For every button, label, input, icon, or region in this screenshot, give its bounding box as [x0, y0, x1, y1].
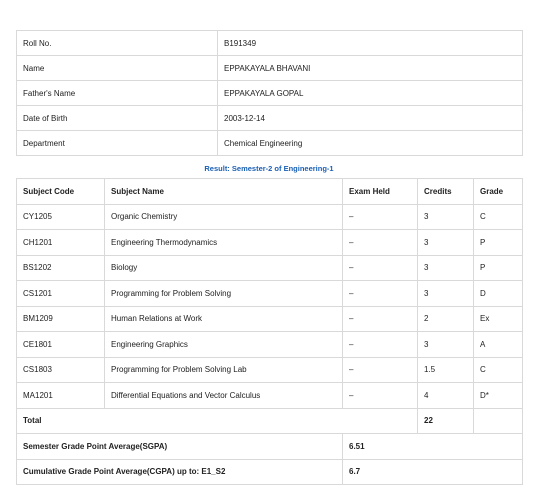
cgpa-value: 6.7 — [343, 459, 523, 485]
grade-cell: P — [474, 255, 523, 281]
grade-cell: A — [474, 332, 523, 358]
subject-code-cell: BM1209 — [17, 306, 105, 332]
total-credits: 22 — [418, 408, 474, 434]
credits-cell: 3 — [418, 204, 474, 230]
exam-held-cell: – — [343, 204, 418, 230]
subject-name-cell: Biology — [105, 255, 343, 281]
grade-cell: D — [474, 281, 523, 307]
table-row — [17, 255, 523, 281]
total-label: Total — [17, 408, 418, 434]
info-row-father — [17, 81, 523, 106]
table-row — [17, 204, 523, 230]
subject-name-cell: Engineering Graphics — [105, 332, 343, 358]
grade-cell: Ex — [474, 306, 523, 332]
credits-cell: 2 — [418, 306, 474, 332]
dob-value: 2003-12-14 — [218, 106, 523, 131]
grade-rows — [17, 204, 523, 408]
subject-code-cell: CE1801 — [17, 332, 105, 358]
subject-code-cell: CY1205 — [17, 204, 105, 230]
info-row-roll — [17, 31, 523, 56]
cgpa-row — [17, 459, 523, 485]
grade-cell: C — [474, 204, 523, 230]
credits-cell: 4 — [418, 383, 474, 409]
credits-cell: 3 — [418, 281, 474, 307]
father-label: Father's Name — [17, 81, 218, 106]
subject-name-cell: Human Relations at Work — [105, 306, 343, 332]
roll-label: Roll No. — [17, 31, 218, 56]
name-label: Name — [17, 56, 218, 81]
subject-name-cell: Engineering Thermodynamics — [105, 230, 343, 256]
exam-held-cell: – — [343, 230, 418, 256]
subject-code-cell: CS1201 — [17, 281, 105, 307]
credits-cell: 3 — [418, 332, 474, 358]
info-row-department — [17, 131, 523, 156]
exam-held-cell: – — [343, 255, 418, 281]
header-exam-held: Exam Held — [343, 179, 418, 205]
info-row-name — [17, 56, 523, 81]
exam-held-cell: – — [343, 332, 418, 358]
grades-header-row — [17, 179, 523, 205]
subject-code-cell: BS1202 — [17, 255, 105, 281]
grade-cell: D* — [474, 383, 523, 409]
subject-code-cell: CH1201 — [17, 230, 105, 256]
subject-name-cell: Programming for Problem Solving — [105, 281, 343, 307]
table-row — [17, 230, 523, 256]
credits-cell: 1.5 — [418, 357, 474, 383]
header-subject-code: Subject Code — [17, 179, 105, 205]
exam-held-cell: – — [343, 383, 418, 409]
subject-name-cell: Differential Equations and Vector Calculus — [105, 383, 343, 409]
student-info-table — [16, 30, 523, 156]
table-row — [17, 281, 523, 307]
total-row — [17, 408, 523, 434]
subject-code-cell: CS1803 — [17, 357, 105, 383]
info-row-dob — [17, 106, 523, 131]
department-label: Department — [17, 131, 218, 156]
result-title: Result: Semester-2 of Engineering-1 — [204, 164, 334, 173]
table-row — [17, 332, 523, 358]
sgpa-row — [17, 434, 523, 460]
department-value: Chemical Engineering — [218, 131, 523, 156]
sgpa-label: Semester Grade Point Average(SGPA) — [17, 434, 343, 460]
table-row — [17, 383, 523, 409]
total-grade-cell — [474, 408, 523, 434]
sgpa-value: 6.51 — [343, 434, 523, 460]
subject-name-cell: Organic Chemistry — [105, 204, 343, 230]
cgpa-label: Cumulative Grade Point Average(CGPA) up to: E1_S2 — [17, 459, 343, 485]
credits-cell: 3 — [418, 230, 474, 256]
grade-cell: P — [474, 230, 523, 256]
dob-label: Date of Birth — [17, 106, 218, 131]
grade-cell: C — [474, 357, 523, 383]
table-row — [17, 306, 523, 332]
credits-cell: 3 — [418, 255, 474, 281]
grades-table — [16, 178, 523, 485]
exam-held-cell: – — [343, 281, 418, 307]
exam-held-cell: – — [343, 357, 418, 383]
header-subject-name: Subject Name — [105, 179, 343, 205]
exam-held-cell: – — [343, 306, 418, 332]
subject-code-cell: MA1201 — [17, 383, 105, 409]
table-row — [17, 357, 523, 383]
subject-name-cell: Programming for Problem Solving Lab — [105, 357, 343, 383]
name-value: EPPAKAYALA BHAVANI — [218, 56, 523, 81]
header-credits: Credits — [418, 179, 474, 205]
header-grade: Grade — [474, 179, 523, 205]
father-value: EPPAKAYALA GOPAL — [218, 81, 523, 106]
roll-value: B191349 — [218, 31, 523, 56]
